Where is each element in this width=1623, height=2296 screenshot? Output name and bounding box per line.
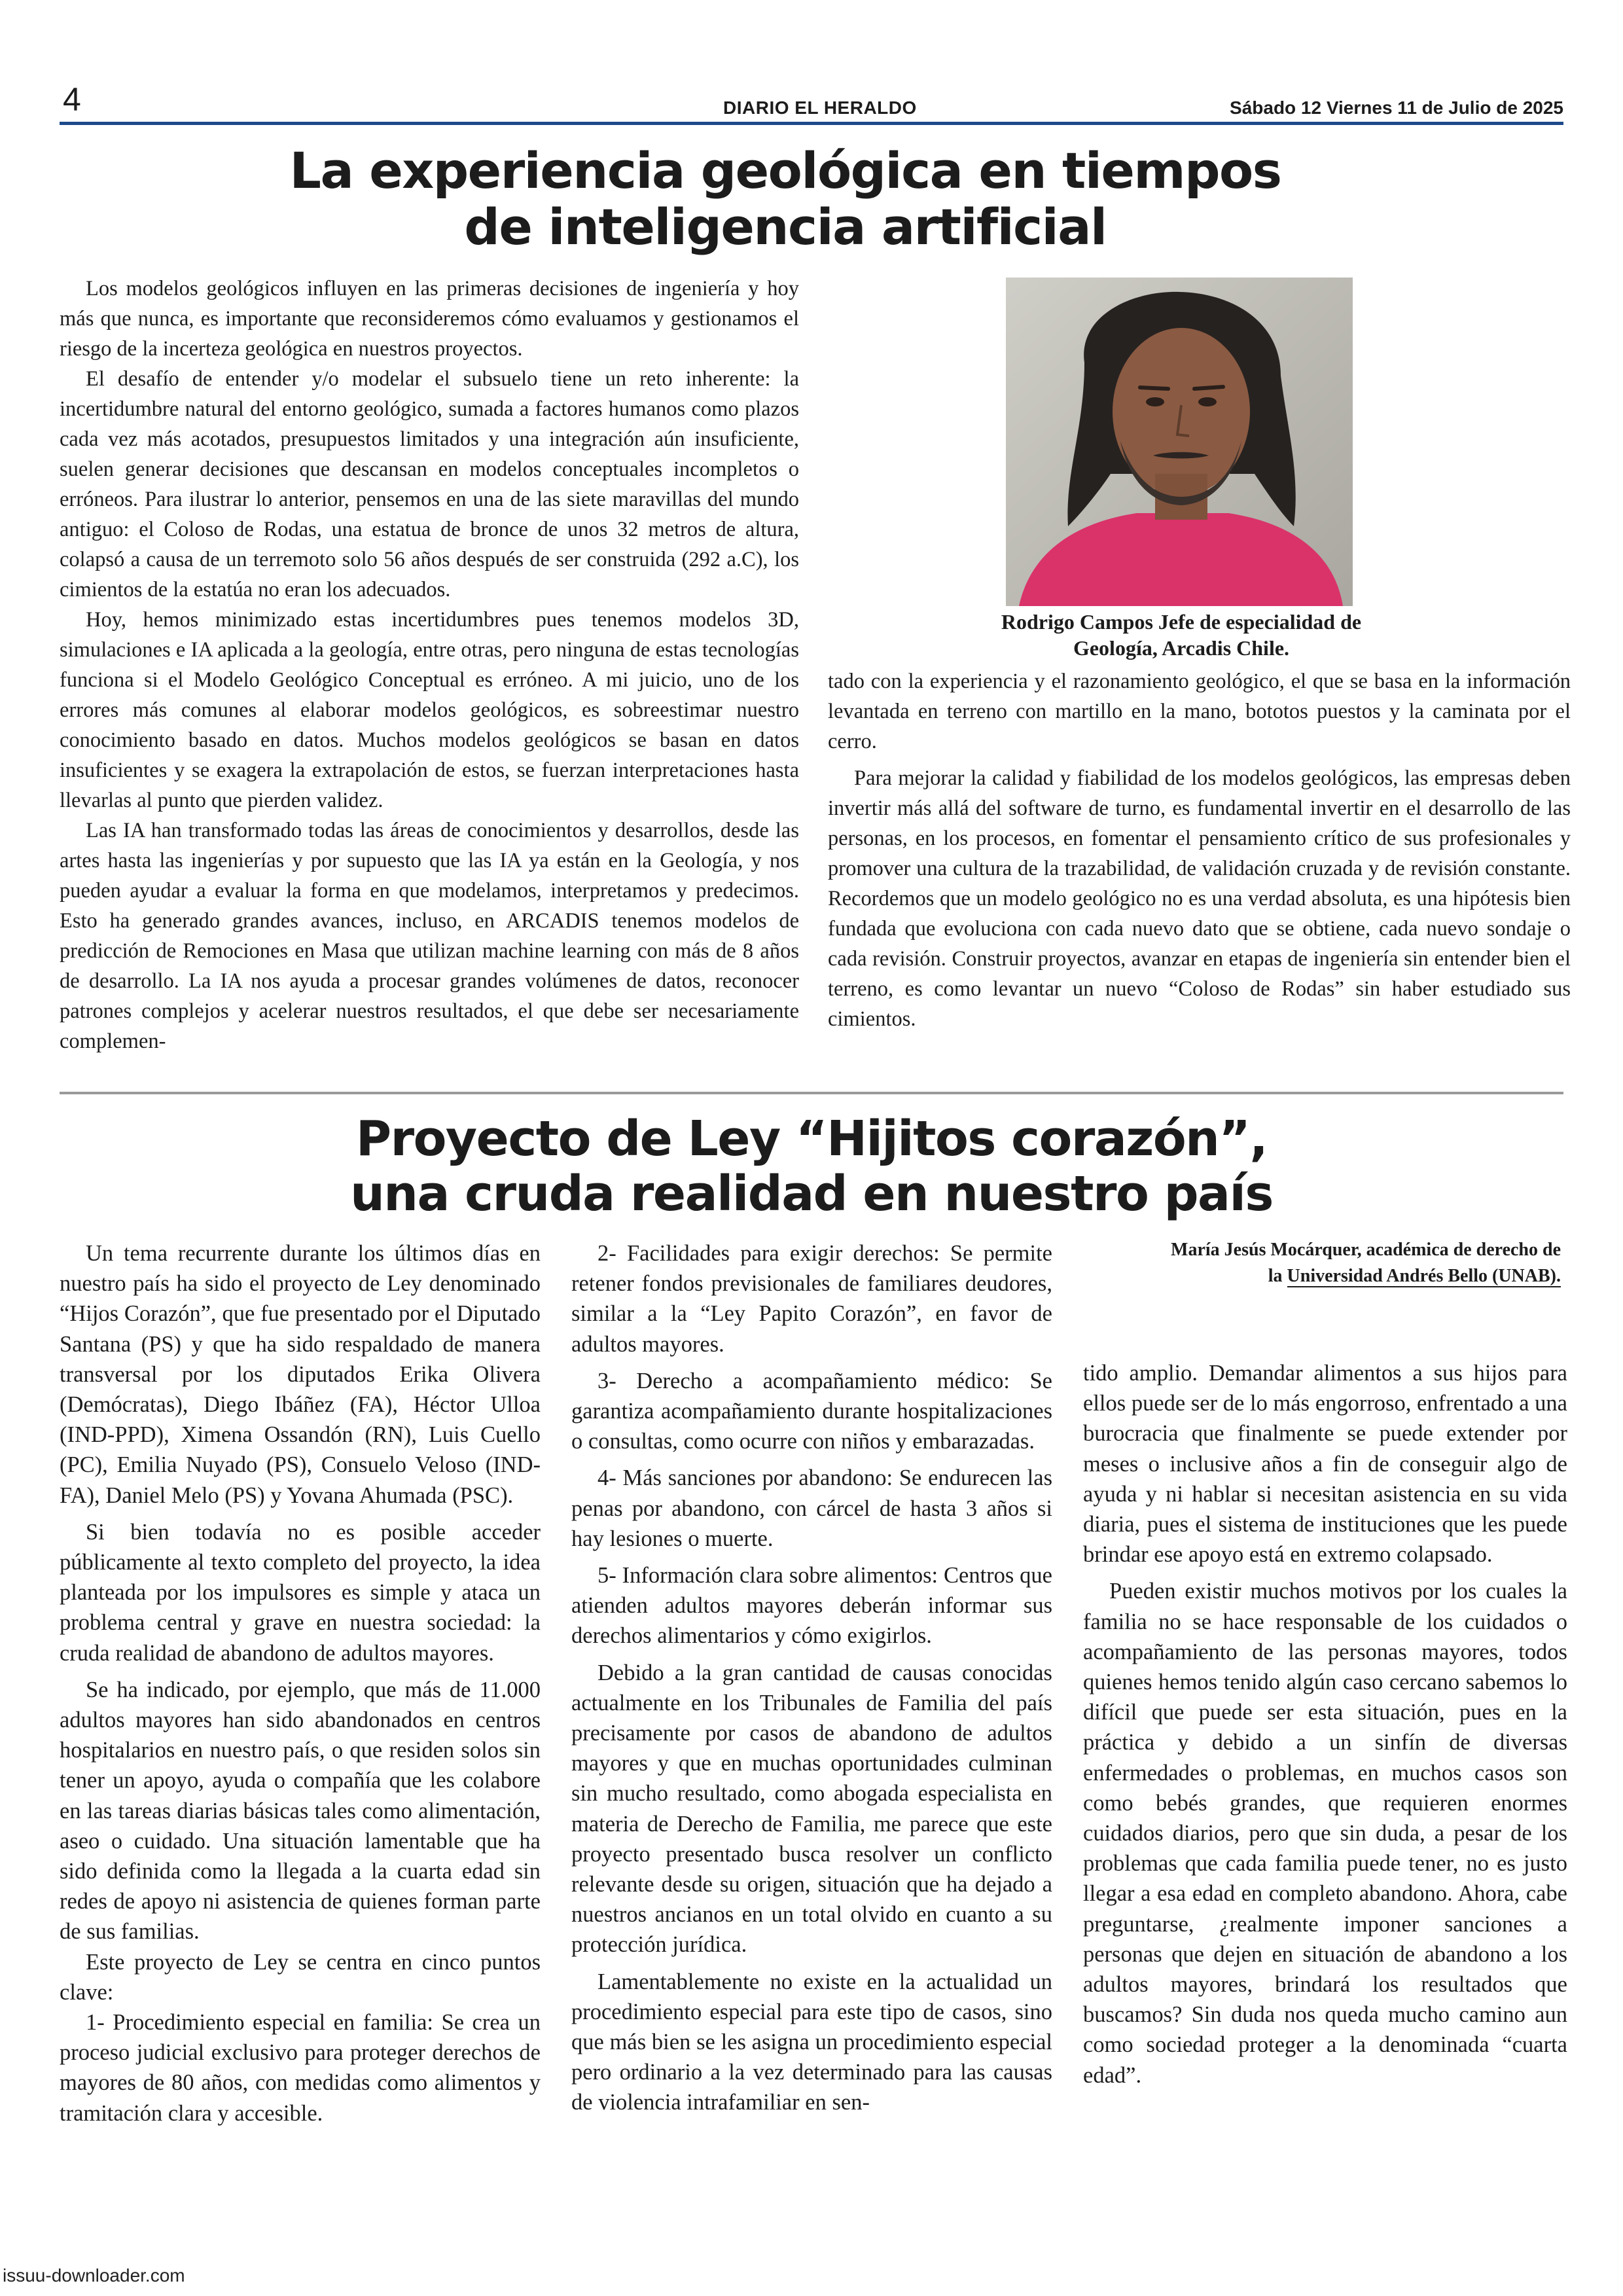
article-2-list-item: 5- Información clara sobre alimentos: Centros que atienden adultos mayores deberán informar sus derechos alimentarios y cómo exigirlos. xyxy=(571,1563,1052,1649)
section-divider xyxy=(60,1092,1563,1094)
byline-university: Universidad Andrés Bello (UNAB). xyxy=(1287,1266,1561,1286)
article-2-paragraph: Debido a la gran cantidad de causas conocidas actualmente en los Tribunales de Familia del país precisamente por casos de abandono de adultos mayores y que en muchas oportunidades culminan sin mucho resultado, como abogada especialista en materia de Derecho de Familia, me parece que este proyecto presentado busca resolver un conflicto relevante desde su origen, situación que ha dejado a nuestros ancianos en un total olvido en cuanto a su protección jurídica. xyxy=(571,1660,1052,1958)
article-2-paragraph: Este proyecto de Ley se centra en cinco puntos clave: xyxy=(60,1949,541,2005)
page-number: 4 xyxy=(63,81,81,118)
article-1-paragraph: Las IA han transformado todas las áreas de conocimientos y desarrollos, desde las artes hasta las ingenierías y por supuesto que las IA ya están en la Geología, y nos pueden ayudar a evaluar la forma en que modelamos, interpretamos y predecimos. Esto ha generado grandes avances, incluso, en ARCADIS tenemos modelos de predicción de Remociones en Masa que utilizan machine learning con más de 8 años de desarrollo. La IA nos ayuda a procesar grandes volúmenes de datos, reconocer patrones complejos y acelerar nuestros resultados, el que debe ser necesariamente complemen- xyxy=(60,819,799,1053)
photo-caption-line-2: Geología, Arcadis Chile. xyxy=(1073,636,1290,660)
article-2-column-2 xyxy=(571,1238,1052,2118)
byline-line-1: María Jesús Mocárquer, académica de derecho de xyxy=(1171,1240,1561,1260)
article-1-paragraph: Para mejorar la calidad y fiabilidad de los modelos geológicos, las empresas deben invertir más allá del software de turno, es fundamental invertir en el desarrollo de las personas, en los procesos, en fomentar el pensamiento crítico de sus profesionales y promover una cultura de la trazabilidad, de validación cruzada y de revisión constante. Recordemos que un modelo geológico no es una verdad absoluta, es una hipótesis bien fundada que evoluciona con cada nuevo dato que se obtiene, cada nuevo sondaje o cada revisión. Construir proyectos, avanzar en etapas de ingeniería sin entender bien el terreno, es como levantar un nuevo “Coloso de Rodas” sin haber estudiado sus cimientos. xyxy=(828,766,1571,1031)
article-2-paragraph: Pueden existir muchos motivos por los cuales la familia no se hace responsable de los cuidados o acompañamiento de las personas mayores, todos quienes hemos tenido algún caso cercano sabemos lo difícil que puede ser esta situación, pues en la práctica y debido a un sinfín de diversas enfermedades o problemas, en muchos casos son como bebés grandes, que requieren enormes cuidados diarios, pero que sin duda, a pesar de los problemas que cada familia puede tener, no es justo llegar a esa edad en completo abandono. Ahora, cabe preguntarse, ¿realmente imponer sanciones a personas que dejen en situación de abandono a los adultos mayores, brindará los resultados que buscamos? Sin duda nos queda mucho camino aun como sociedad proteger a la denominada “cuarta edad”. xyxy=(1083,1579,1567,2088)
source-watermark: issuu-downloader.com xyxy=(3,2265,185,2286)
article-1-right-column xyxy=(828,666,1571,1034)
photo-caption xyxy=(952,609,1410,661)
article-1-paragraph: Los modelos geológicos influyen en las primeras decisiones de ingeniería y hoy más que nunca, es importante que reconsideremos cómo evaluamos y gestionamos el riesgo de la incerteza geológica en nuestros proyectos. xyxy=(60,277,799,361)
article-2-column-3 xyxy=(1083,1358,1567,2090)
article-1-headline xyxy=(196,143,1374,255)
article-2-list-item: 1- Procedimiento especial en familia: Se crea un proceso judicial exclusivo para proteger derechos de mayores de 80 años, con medidas como alimentos y tramitación clara y accesible. xyxy=(60,2010,541,2126)
article-2-headline xyxy=(196,1111,1427,1221)
article-2-paragraph: tido amplio. Demandar alimentos a sus hijos para ellos puede ser de lo más engorroso, enfrentado a una burocracia que finalmente se puede extender por meses o inclusive años a fin de conseguir algo de ayuda y ni hablar si necesitan asistencia en su vida diaria, pues el sistema de instituciones que les puede brindar ese apoyo está en extremo colapsado. xyxy=(1083,1361,1567,1568)
issue-date: Sábado 12 Viernes 11 de Julio de 2025 xyxy=(1230,98,1563,118)
article-2-column-1 xyxy=(60,1238,541,2128)
article-2-headline-line-1: Proyecto de Ley “Hijitos corazón”, xyxy=(355,1111,1268,1167)
author-portrait-photo xyxy=(1006,278,1353,606)
article-2-paragraph: Se ha indicado, por ejemplo, que más de 11.000 adultos mayores han sido abandonados en centros hospitalarios en nuestro país, o que residen solos sin tener un apoyo, ayuda o compañía que les colabore en las tareas diarias básicas tales como alimentación, aseo o cuidado. Una situación lamentable que ha sido definida como la llegada a la cuarta edad sin redes de apoyo ni asistencia de quienes forman parte de sus familias. xyxy=(60,1677,541,1945)
byline-line-2 xyxy=(1083,1263,1561,1289)
article-1-headline-line-1: La experiencia geológica en tiempos xyxy=(289,141,1281,200)
article-1-paragraph: tado con la experiencia y el razonamiento geológico, el que se basa en la información levantada en terreno con martillo en la mano, bototos puestos y la caminata por el cerro. xyxy=(828,670,1571,753)
article-2-paragraph: Si bien todavía no es posible acceder públicamente al texto completo del proyecto, la idea planteada por los impulsores es simple y ataca un problema central y grave en nuestra sociedad: la cruda realidad de abandono de adultos mayores. xyxy=(60,1519,541,1666)
article-1-headline-line-2: de inteligencia artificial xyxy=(464,198,1107,256)
article-2-paragraph: Un tema recurrente durante los últimos días en nuestro país ha sido el proyecto de Ley denominado “Hijos Corazón”, que fue presentado por el Diputado Santana (PS) y que ha sido respaldado de manera transversal por los diputados Erika Olivera (Demócratas), Diego Ibáñez (FA), Héctor Ulloa (IND-PPD), Ximena Ossandón (RN), Luis Cuello (PC), Emilia Nuyado (PS), Consuelo Veloso (IND-FA), Daniel Melo (PS) y Yovana Ahumada (PSC). xyxy=(60,1241,541,1508)
photo-caption-line-1: Rodrigo Campos Jefe de especialidad de xyxy=(1001,610,1362,634)
article-2-byline xyxy=(1083,1237,1561,1289)
article-1-paragraph: Hoy, hemos minimizado estas incertidumbres pues tenemos modelos 3D, simulaciones e IA aplicada a la geología, entre otras, pero ninguna de estas tecnologías funciona si el Modelo Geológico Conceptual es erróneo. A mi juicio, uno de los errores más comunes al elaborar modelos geológicos, es sobreestimar nuestro conocimiento basado en datos. Muchos modelos geológicos se basan en datos insuficientes y se exagera la extrapolación de estos, se fuerzan interpretaciones hasta llevarlas al punto que pierden validez. xyxy=(60,608,799,812)
byline-prefix: la xyxy=(1268,1266,1287,1286)
article-1-paragraph: El desafío de entender y/o modelar el subsuelo tiene un reto inherente: la incertidumbre natural del entorno geológico, sumada a factores humanos como plazos cada vez más acotados, presupuestos limitados y una integración aún insuficiente, suelen generar decisiones que descansan en modelos conceptuales incompletos o erróneos. Para ilustrar lo anterior, pensemos en una de las siete maravillas del mundo antiguo: el Coloso de Rodas, una estatua de bronce de unos 32 metros de altura, colapsó a causa de un terremoto solo 56 años después de ser construida (292 a.C), los cimientos de la estatúa no eran los adecuados. xyxy=(60,367,799,601)
newspaper-name: DIARIO EL HERALDO xyxy=(723,98,917,118)
portrait-illustration xyxy=(1006,278,1353,606)
article-1-left-column xyxy=(60,274,799,1056)
article-2-list-item: 4- Más sanciones por abandono: Se endurecen las penas por abandono, con cárcel de hasta 3 años si hay lesiones o muerte. xyxy=(571,1465,1052,1551)
header-rule xyxy=(60,122,1563,125)
article-2-headline-line-2: una cruda realidad en nuestro país xyxy=(350,1166,1273,1222)
article-2-list-item: 2- Facilidades para exigir derechos: Se permite retener fondos previsionales de familiares deudores, similar a la “Ley Papito Corazón”, en favor de adultos mayores. xyxy=(571,1241,1052,1357)
article-2-list-item: 3- Derecho a acompañamiento médico: Se garantiza acompañamiento durante hospitalizaciones o consultas, como ocurre con niños y embarazadas. xyxy=(571,1368,1052,1454)
article-2-paragraph: Lamentablemente no existe en la actualidad un procedimiento especial para este tipo de casos, sino que más bien se les asigna un procedimiento especial pero ordinario a la vez determinado para las causas de violencia intrafamiliar en sen- xyxy=(571,1969,1052,2115)
